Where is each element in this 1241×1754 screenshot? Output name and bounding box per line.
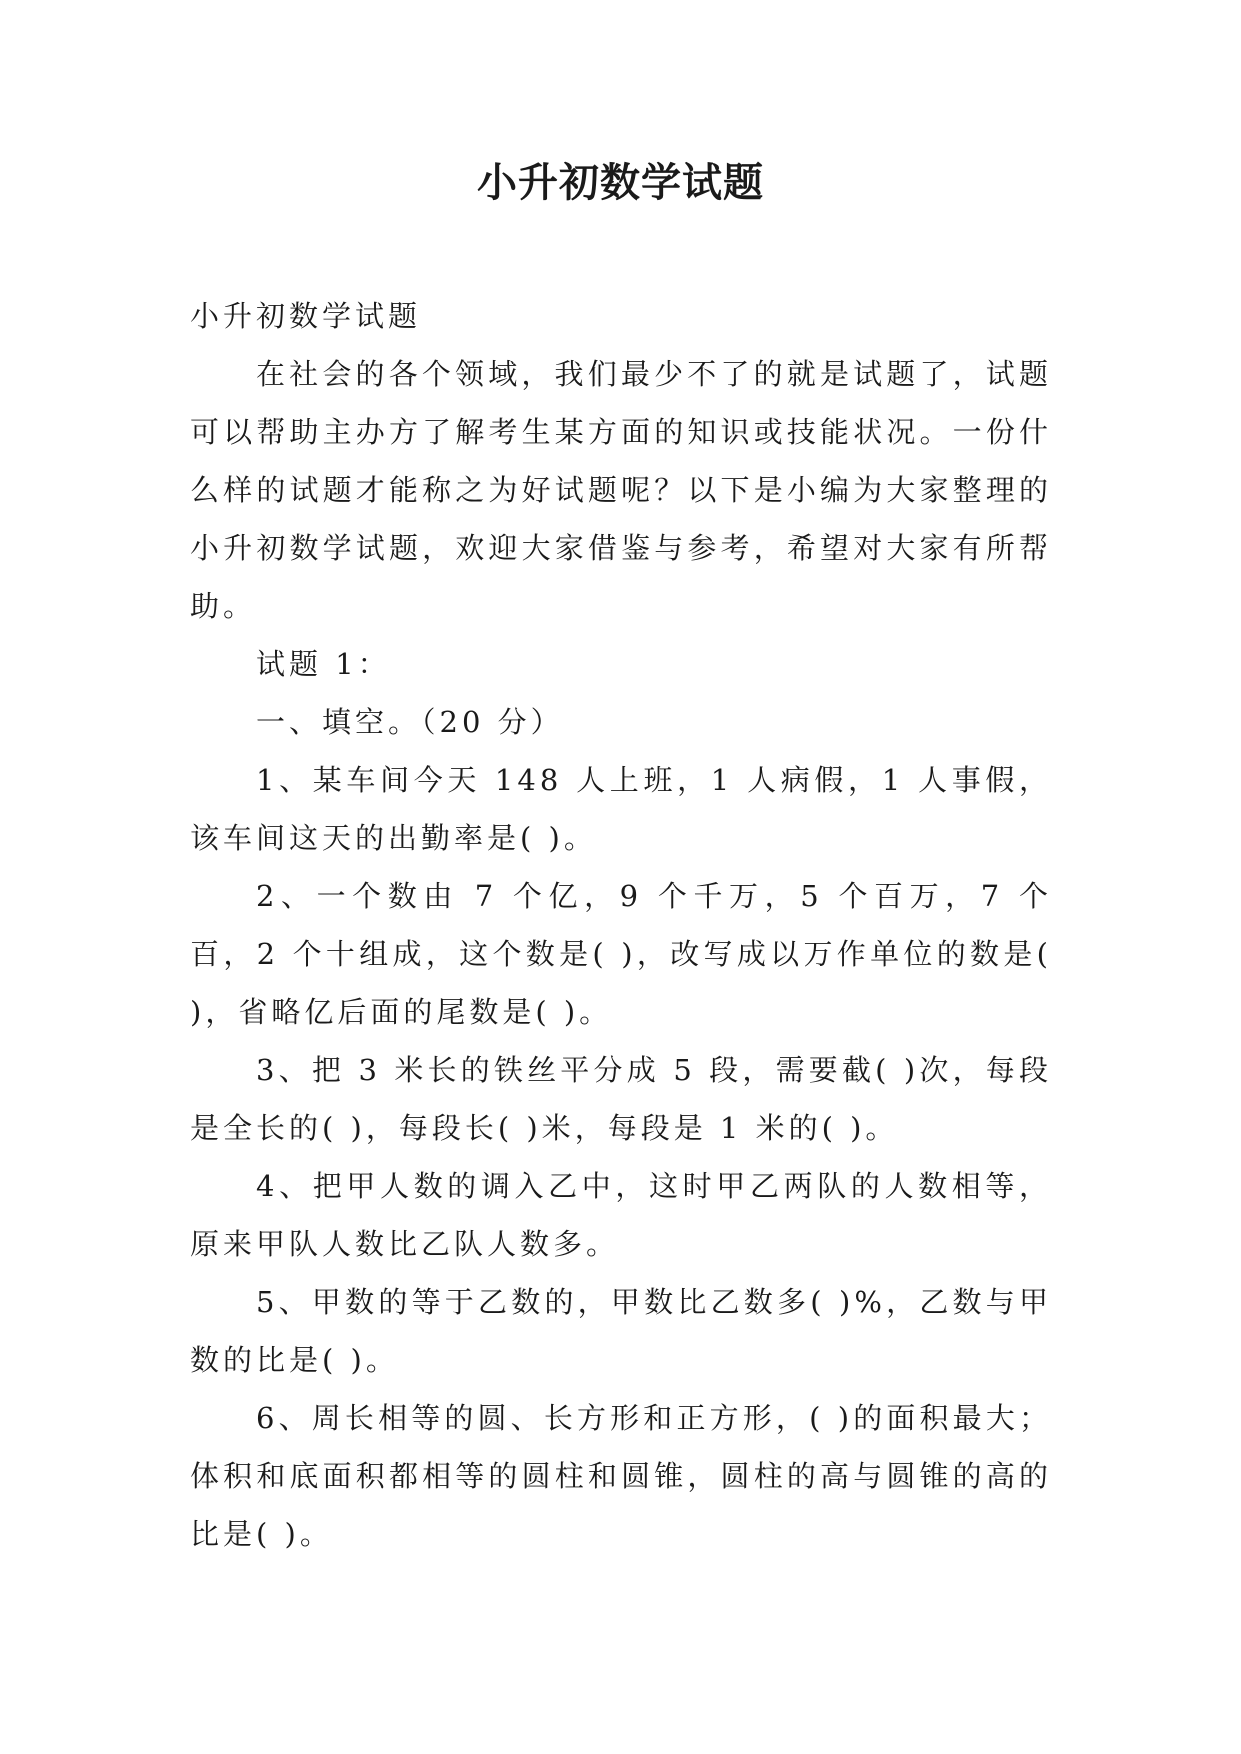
test-heading: 试题 1： (256, 647, 391, 681)
question-5: 5、甲数的等于乙数的，甲数比乙数多( )%，乙数与甲数的比是( )。 (190, 1285, 1052, 1377)
question-6: 6、周长相等的圆、长方形和正方形，( )的面积最大；体积和底面积都相等的圆柱和圆锥，圆柱的高与圆锥的高的比是( )。 (190, 1401, 1052, 1551)
question-4: 4、把甲人数的调入乙中，这时甲乙两队的人数相等，原来甲队人数比乙队人数多。 (190, 1169, 1052, 1261)
question-2: 2、一个数由 7 个亿，9 个千万，5 个百万，7 个百，2 个十组成，这个数是( )，改写成以万作单位的数是( )，省略亿后面的尾数是( )。 (190, 879, 1052, 1029)
document-title: 小升初数学试题 (477, 160, 764, 206)
question-3: 3、把 3 米长的铁丝平分成 5 段，需要截( )次，每段是全长的( )，每段长( )米，每段是 1 米的( )。 (190, 1053, 1052, 1145)
section-heading: 一、填空。（20 分） (256, 705, 564, 739)
question-1: 1、某车间今天 148 人上班，1 人病假，1 人事假，该车间这天的出勤率是( )。 (190, 763, 1052, 855)
intro-paragraph: 在社会的各个领域，我们最少不了的就是试题了，试题可以帮助主办方了解考生某方面的知识或技能状况。一份什么样的试题才能称之为好试题呢？以下是小编为大家整理的小升初数学试题，欢迎大家借鉴与参考，希望对大家有所帮助。 (190, 357, 1052, 623)
subtitle-paragraph: 小升初数学试题 (190, 299, 422, 333)
document-body (190, 287, 1052, 1563)
